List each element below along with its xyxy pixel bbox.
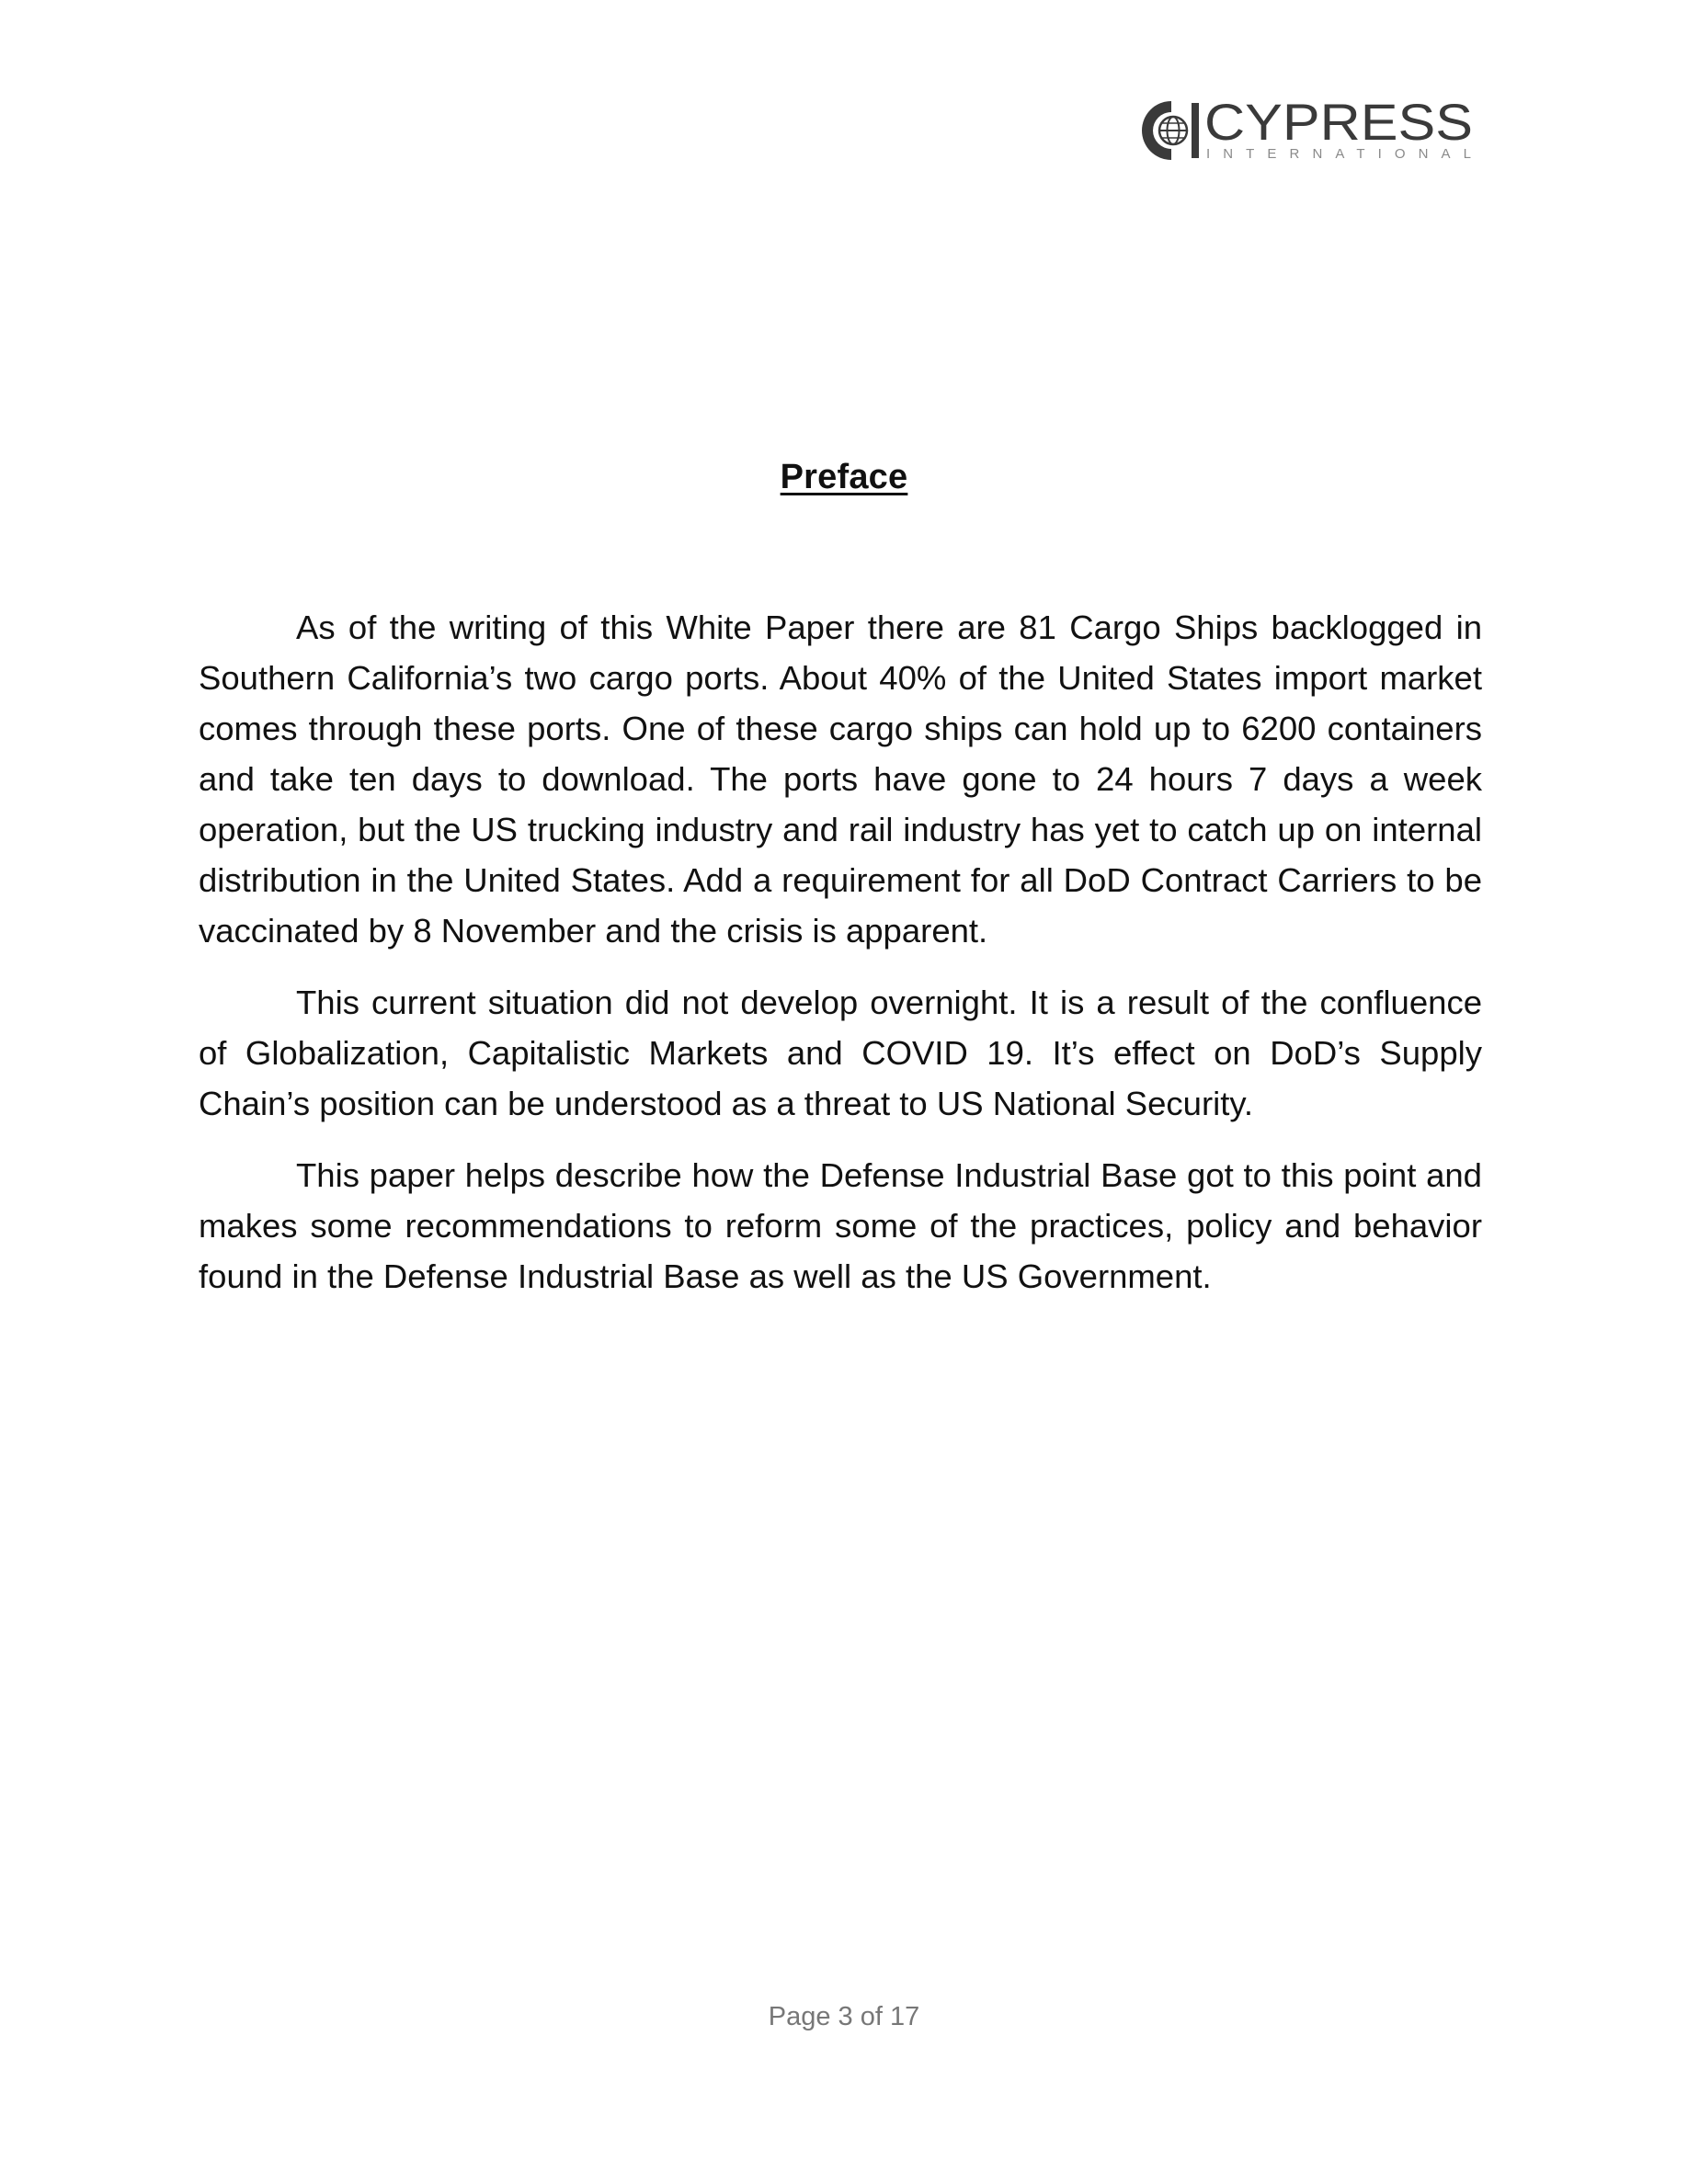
paragraph: This current situation did not develop overnight. It is a result of the confluence of Globalization, Capitalistic Markets and COVID 19. It’s effect on DoD’s Supply Chain’s position can be understood as a threat to US National Security.: [199, 984, 1482, 1122]
cypress-logo-graphic: [1138, 97, 1477, 164]
preface-body: [199, 602, 1482, 1323]
logo-wordmark: CYPRESS: [1204, 97, 1473, 151]
page-number: Page 3 of 17: [768, 2002, 920, 2031]
paragraph: As of the writing of this White Paper there are 81 Cargo Ships backlogged in Southern California’s two cargo ports. About 40% of the United States import market comes through these ports. One of these cargo ships can hold up to 6200 containers and take ten days to download. The ports have gone to 24 hours 7 days a week operation, but the US trucking industry and rail industry has yet to catch up on internal distribution in the United States. Add a requirement for all DoD Contract Carriers to be vaccinated by 8 November and the crisis is apparent.: [199, 609, 1482, 950]
company-logo: [1138, 97, 1477, 164]
page-title: Preface: [780, 458, 908, 496]
logo-tagline: INTERNATIONAL: [1206, 146, 1471, 162]
paragraph: This paper helps describe how the Defense Industrial Base got to this point and makes some recommendations to reform some of the practices, policy and behavior found in the Defense Industrial Base as well as the US Government.: [199, 1156, 1482, 1295]
